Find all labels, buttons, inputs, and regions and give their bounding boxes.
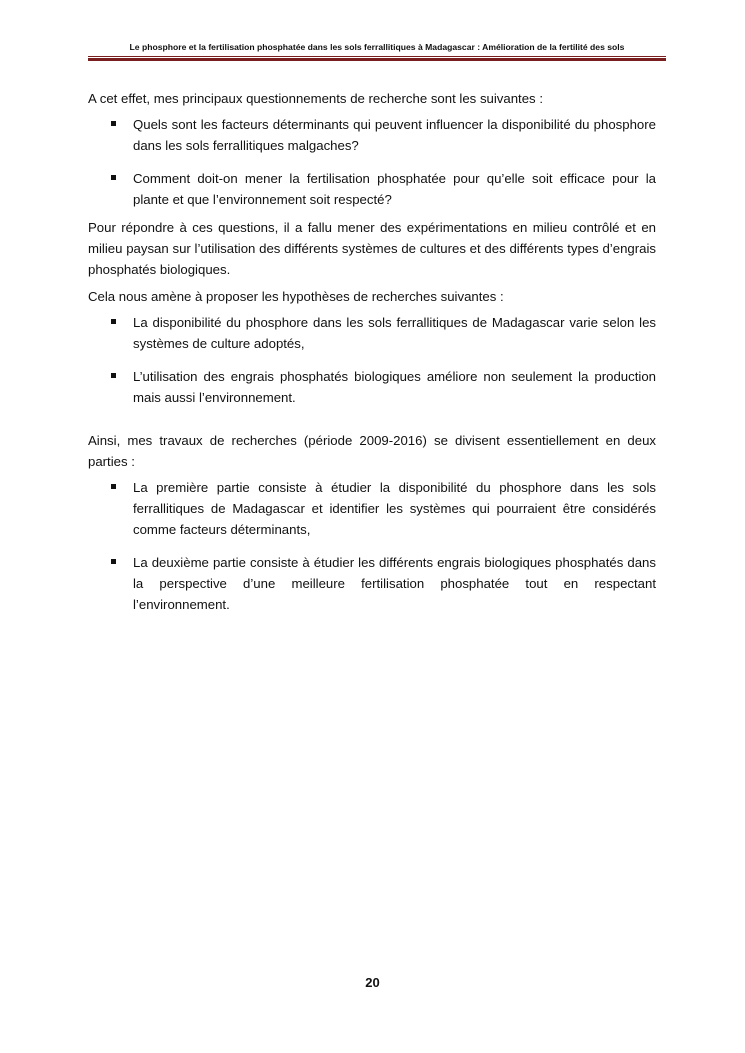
list-item-text: Quels sont les facteurs déterminants qui peuvent influencer la disponibilité du phosphore dans les sols ferrallitiques malgaches?	[133, 117, 656, 153]
list-item-text: La première partie consiste à étudier la disponibilité du phosphore dans les sols ferrallitiques de Madagascar et identifier les systèmes qui pourraient être considérés comme facteurs déterminants,	[133, 480, 656, 537]
page-number: 20	[365, 975, 380, 990]
document-body	[88, 88, 656, 622]
square-bullet-icon	[111, 319, 116, 324]
list-item-text: La disponibilité du phosphore dans les sols ferrallitiques de Madagascar varie selon les systèmes de culture adoptés,	[133, 315, 656, 351]
questions-list	[88, 114, 656, 210]
list-item	[88, 366, 656, 408]
square-bullet-icon	[111, 175, 116, 180]
running-header: Le phosphore et la fertilisation phosphatée dans les sols ferrallitiques à Madagascar : Amélioration de la fertilité des sols	[129, 42, 625, 52]
list-item	[88, 477, 656, 540]
parts-list	[88, 477, 656, 615]
list-item-text: Comment doit-on mener la fertilisation phosphatée pour qu’elle soit efficace pour la plante et que l’environnement soit respecté?	[133, 171, 656, 207]
square-bullet-icon	[111, 484, 116, 489]
intro-paragraph: A cet effet, mes principaux questionnements de recherche sont les suivantes :	[88, 91, 543, 106]
hypotheses-intro: Cela nous amène à proposer les hypothèses de recherches suivantes :	[88, 289, 504, 304]
method-paragraph: Pour répondre à ces questions, il a fallu mener des expérimentations en milieu contrôlé et en milieu paysan sur l’utilisation des différents systèmes de cultures et des différents types d’engrais phosphatés biologiques.	[88, 220, 656, 277]
header-rule-thin	[88, 56, 666, 57]
list-item-text: La deuxième partie consiste à étudier les différents engrais biologiques phosphatés dans la perspective d’une meilleure fertilisation phosphatée tout en respectant l’environnement.	[133, 555, 656, 612]
header-rule-thick	[88, 58, 666, 61]
square-bullet-icon	[111, 559, 116, 564]
hypotheses-list	[88, 312, 656, 408]
square-bullet-icon	[111, 373, 116, 378]
list-item	[88, 168, 656, 210]
list-item	[88, 312, 656, 354]
parts-intro: Ainsi, mes travaux de recherches (période 2009-2016) se divisent essentiellement en deux parties :	[88, 433, 656, 469]
square-bullet-icon	[111, 121, 116, 126]
list-item-text: L’utilisation des engrais phosphatés biologiques améliore non seulement la production mais aussi l’environnement.	[133, 369, 656, 405]
list-item	[88, 552, 656, 615]
list-item	[88, 114, 656, 156]
